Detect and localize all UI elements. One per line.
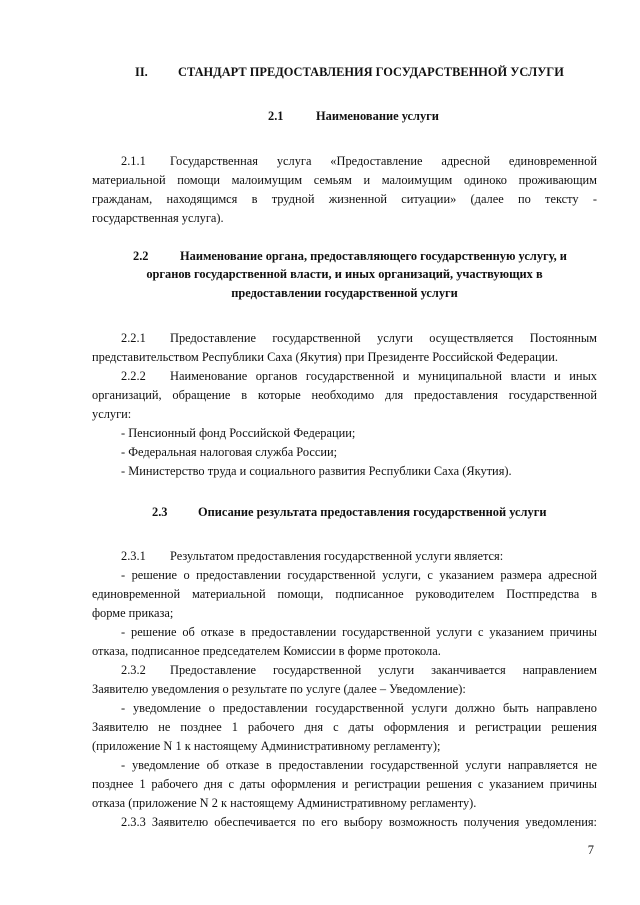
- para-2-3-1-item-b-line1: - решение об отказе в предоставлении государственной услуги с указанием причины: [121, 625, 597, 639]
- para-2-2-2-line1: Наименование органов государственной и муниципальной власти и иных: [170, 369, 597, 383]
- para-2-3-2-item-a-line1: - уведомление о предоставлении государственной услуги должно быть направлено: [121, 701, 597, 715]
- para-2-3-1-number: 2.3.1: [121, 549, 146, 563]
- page-number: 7: [587, 843, 594, 857]
- para-2-2-2-number: 2.2.2: [121, 369, 146, 383]
- para-2-2-1-number: 2.2.1: [121, 331, 146, 345]
- section-number: II.: [135, 65, 148, 79]
- para-2-3-2-item-b-line3: отказа (приложение N 2 к настоящему Административному регламенту).: [92, 796, 477, 810]
- para-2-1-1-line2: материальной помощи малоимущим семьям и малоимущим одиноко проживающим: [92, 173, 597, 187]
- subsection-2-3-title: Описание результата предоставления государственной услуги: [198, 505, 547, 519]
- subsection-2-2-title-line2: органов государственной власти, и иных организаций, участвующих в: [146, 267, 543, 281]
- para-2-3-2-line2: Заявителю уведомления о результате по услуге (далее – Уведомление):: [92, 682, 466, 696]
- para-2-3-1-item-b-line2: отказа, подписанное председателем Комиссии в форме протокола.: [92, 644, 441, 658]
- para-2-1-1-line3: гражданам, находящимся в трудной жизненной ситуации» (далее по тексту -: [92, 192, 597, 206]
- list-item: - Пенсионный фонд Российской Федерации;: [121, 426, 356, 440]
- para-2-2-1-line1: Предоставление государственной услуги осуществляется Постоянным: [170, 331, 597, 345]
- subsection-2-1-title: Наименование услуги: [316, 109, 439, 123]
- subsection-2-1-number: 2.1: [268, 109, 284, 123]
- para-2-3-1-line1: Результатом предоставления государственной услуги является:: [170, 549, 504, 563]
- para-2-1-1-line4: государственная услуга).: [92, 211, 224, 225]
- para-2-3-3-line1: 2.3.3 Заявителю обеспечивается по его выбору возможность получения уведомления:: [121, 815, 597, 829]
- para-2-3-1-item-a-line1: - решение о предоставлении государственной услуги, с указанием размера адресной: [121, 568, 597, 582]
- subsection-2-2-number: 2.2: [133, 249, 149, 263]
- para-2-2-2-line2: организаций, обращение в которые необходимо для предоставления государственной: [92, 388, 597, 402]
- subsection-2-2-title-line3: предоставлении государственной услуги: [231, 286, 458, 300]
- para-2-3-2-line1: Предоставление государственной услуги заканчивается направлением: [170, 663, 597, 677]
- list-item: - Федеральная налоговая служба России;: [121, 445, 338, 459]
- para-2-3-2-item-a-line2: Заявителю не позднее 1 рабочего дня с даты оформления и регистрации решения: [92, 720, 597, 734]
- section-title: СТАНДАРТ ПРЕДОСТАВЛЕНИЯ ГОСУДАРСТВЕННОЙ УСЛУГИ: [178, 65, 564, 79]
- list-item: - Министерство труда и социального развития Республики Саха (Якутия).: [121, 464, 512, 478]
- subsection-2-2-title-line1: Наименование органа, предоставляющего государственную услугу, и: [180, 249, 567, 263]
- para-2-2-2-line3: услуги:: [92, 407, 132, 421]
- para-2-3-2-item-a-line3: (приложение N 1 к настоящему Административному регламенту);: [92, 739, 441, 753]
- para-2-3-2-item-b-line1: - уведомление об отказе в предоставлении государственной услуги направляется не: [121, 758, 597, 772]
- para-2-3-2-item-b-line2: позднее 1 рабочего дня с даты оформления и регистрации решения с указанием причины: [92, 777, 597, 791]
- para-2-3-1-item-a-line2: единовременной материальной помощи, подписанное руководителем Постпредства в: [92, 587, 597, 601]
- subsection-2-3-number: 2.3: [152, 505, 168, 519]
- para-2-3-1-item-a-line3: форме приказа;: [92, 606, 174, 620]
- para-2-2-1-line2: представительством Республики Саха (Якутия) при Президенте Российской Федерации.: [92, 350, 558, 364]
- para-2-1-1-line1: Государственная услуга «Предоставление адресной единовременной: [170, 154, 597, 168]
- para-2-1-1-number: 2.1.1: [121, 154, 146, 168]
- para-2-3-2-number: 2.3.2: [121, 663, 146, 677]
